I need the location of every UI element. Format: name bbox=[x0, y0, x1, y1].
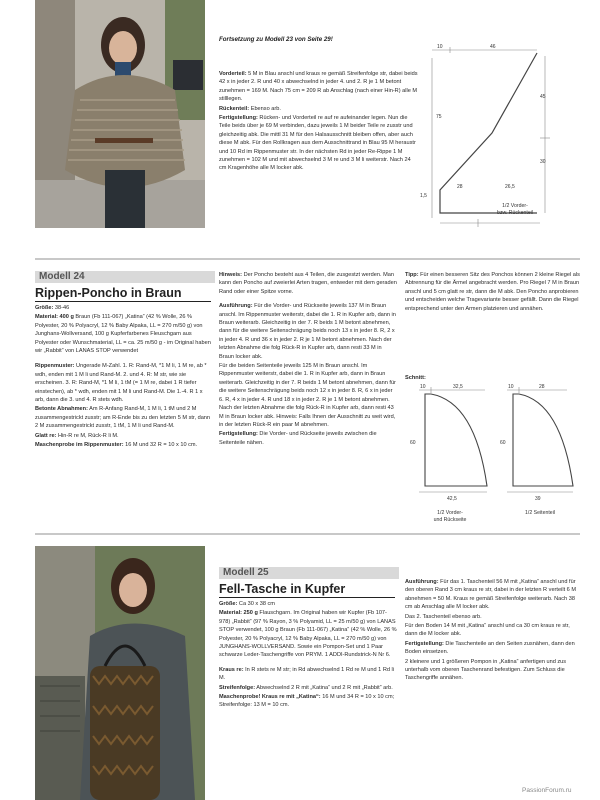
paragraph-label: Glatt re: bbox=[35, 432, 57, 439]
model-24-column-1 bbox=[35, 304, 211, 451]
paragraph-text: 16 M und 32 R = 10 x 10 cm. bbox=[123, 442, 198, 449]
paragraph-text: Für das 1. Taschenteil 56 M mit „Katina“ anschl und für den oberen Rand 3 cm kraus re str, dabei in der letzten R verteilt 6 M abnehmen = 50 M. Kraus re gemäß Streifenfolge weiterarb. Nach 38 cm ab Anschlag alle M locker abk. bbox=[405, 579, 577, 611]
schnitt-text: Schnitt: bbox=[405, 375, 426, 381]
dim-top-left: 10 bbox=[437, 44, 443, 50]
paragraph-label: Maschenprobe im Rippenmuster: bbox=[35, 442, 124, 449]
continuation-note: Fortsetzung zu Modell 23 von Seite 29! bbox=[219, 36, 333, 43]
dim-top-left: 10 bbox=[420, 384, 426, 390]
paragraph-label: Tipp: bbox=[405, 272, 419, 278]
paragraph bbox=[35, 304, 211, 312]
paragraph-text: Ebenso arb. bbox=[249, 105, 281, 112]
paragraph bbox=[405, 613, 583, 621]
paragraph bbox=[219, 114, 419, 173]
model-24-left-caption bbox=[415, 510, 485, 523]
dim-right-upper: 45 bbox=[540, 94, 546, 100]
model-25-column-2 bbox=[405, 578, 583, 684]
paragraph-label: Vorderteil: bbox=[219, 71, 247, 77]
caption-line: 1/2 Vorder- bbox=[437, 510, 463, 516]
model-24-side-panel-diagram bbox=[497, 382, 583, 507]
model-23-diagram-caption bbox=[475, 203, 555, 216]
paragraph-text: 16 M und 34 R = 10 x 10 cm; Streifenfolge: 13 M = 10 cm. bbox=[219, 694, 395, 709]
paragraph bbox=[219, 362, 397, 429]
pattern-outline bbox=[513, 394, 573, 486]
dim-height: 60 bbox=[500, 440, 506, 446]
caption-line: und Rückseite bbox=[433, 516, 467, 523]
paragraph-label: Rückenteil: bbox=[219, 105, 250, 112]
paragraph-label: Größe: bbox=[35, 305, 54, 311]
paragraph-label: Betonte Abnahmen: bbox=[35, 406, 88, 413]
paragraph-text: Das 2. Taschenteil ebenso arb. bbox=[405, 613, 482, 620]
model-25-photo bbox=[35, 546, 205, 800]
paragraph-text: Die Vorder- und Rückseite jeweils zwischen die Seitenteile nähen. bbox=[219, 431, 377, 446]
paragraph-label: Kraus re: bbox=[219, 666, 244, 673]
model-23-photo bbox=[35, 0, 205, 228]
dim-bottom-left: 28 bbox=[457, 184, 463, 190]
paragraph-text: 2 kleinere und 1 größeren Pompon in „Katina“ anfertigen und zus unterhalb vom oberen Taschenrand befestigen. Zum Schluss die Taschengriffe annähen. bbox=[405, 658, 567, 682]
paragraph-label: Streifenfolge: bbox=[219, 684, 256, 691]
paragraph-text: Flauschgarn. Im Original haben wir Kupfer (Fb 107-978) „Rabbit“ (97 % Rayon, 3 % Polyamid, LL = 25 m/50 g) von LANAS STOP verwendet, 100 g Braun (Fb 111-067) „Katina“ (42 % Wolle, 26 % Polyester, 20 % Polyacryl, 12 % Baby Alpaka, LL = 270 m/50 g) von JUNGHANS-WOLLVERSAND. Sowie ein Pompon-Set und 1 Paar schwarze Leder-Taschengriffe von PRYM. 1 ADDI-Rundstrick-N Nr 6. bbox=[219, 610, 397, 659]
paragraph-label: Material: 250 g bbox=[219, 610, 258, 617]
dim-top-right: 28 bbox=[539, 384, 545, 390]
pattern-outline bbox=[425, 394, 487, 486]
paragraph-text: 5 M in Blau anschl und kraus re gemäß Streifenfolge str, dabei beids 42 x in jeder 2. R und 40 x abwechselnd in jeder 4. und 2. R je 1 M betont zunehmen = 169 M. Nach 75 cm = 209 R ab Anschlag (nach einer Hin-R) alle M stilllegen. bbox=[219, 71, 418, 103]
paragraph-text: Ungerade M-Zahl. 1. R: Rand-M, *1 M li, 1 M re, ab * wdh, enden mit 1 M li und Rand-M. 2. und 4. R: M str, wie sie erscheinen. 3. R: Rand-M, *1 M li, 1 tM (= 1 M re, dabei 1 R tiefer einstechen), ab * wdh, enden mit 1 M li und Rand-M. Die 1.-4. R 1 x arb, dann die 3. und 4. R stets wdh. bbox=[35, 363, 207, 404]
model-24-header: Modell 24 bbox=[35, 271, 215, 283]
paragraph bbox=[219, 302, 397, 361]
paragraph bbox=[219, 271, 397, 296]
model-23-instructions bbox=[219, 70, 419, 174]
paragraph-text: Ca 30 x 38 cm bbox=[237, 601, 275, 607]
paragraph bbox=[405, 658, 583, 683]
paragraph-text: In R stets re M str; in Rd abwechselnd 1 Rd re M und 1 Rd li M. bbox=[219, 666, 395, 682]
paragraph-label: Ausführung: bbox=[405, 579, 439, 585]
paragraph bbox=[219, 430, 397, 447]
dim-top-left: 10 bbox=[508, 384, 514, 390]
dim-bottom: 39 bbox=[535, 496, 541, 502]
paragraph-label: Fertigstellung: bbox=[219, 431, 258, 438]
paragraph-text: Abwechselnd 2 R mit „Katina“ und 2 R mit „Rabbit“ arb. bbox=[255, 684, 393, 691]
paragraph-text: Der Poncho besteht aus 4 Teilen, die zusgestzt werden. Man kann den Poncho auf zweierlei Arten tragen, entweder mit dem geraden Rand oder einer Spitze vorne. bbox=[219, 272, 397, 295]
model-24-column-3 bbox=[405, 271, 583, 314]
paragraph bbox=[219, 70, 419, 104]
paragraph bbox=[35, 441, 211, 449]
caption-line: bzw. Rückenteil bbox=[496, 209, 534, 216]
caption-line: 1/2 Seitenteil bbox=[525, 510, 555, 516]
paragraph bbox=[35, 432, 211, 440]
paragraph bbox=[219, 693, 397, 710]
model-25-photo-illustration bbox=[35, 546, 205, 800]
paragraph bbox=[405, 640, 583, 657]
model-23-photo-illustration bbox=[35, 0, 205, 228]
section-divider bbox=[35, 258, 580, 260]
paragraph-text: Für die beiden Seitenteile jeweils 125 M in Braun anschl. Im Rippenmuster weiterstr, dabei die 1. R in Kupfer arb, dann in Braun weiterarb. Gleichzeitig in der 7. R beids 1 M betont abnehmen, dann für die weitere Seitenschrägung beids noch 12 x in jeder 8. R, 6 x in jeder 6. R, 4 x in jeder 4. R und 18 x in jeder 2. R je 1 M betont abnehmen. Nach der letzten Abnahme die folg Rück-R in Kupfer arb, dann resti 43 M in Braun locker abk. Hinweis: Falls Ihnen der Ausschnitt zu weit wird, in der letzten Rück-R ein paar M abnehmen. bbox=[219, 363, 396, 428]
model-24-front-back-diagram bbox=[405, 382, 497, 507]
model-25-header: Modell 25 bbox=[219, 567, 399, 579]
section-divider bbox=[35, 533, 580, 535]
paragraph bbox=[35, 362, 211, 404]
dim-height: 60 bbox=[410, 440, 416, 446]
caption-line: 1/2 Vorder- bbox=[502, 203, 528, 209]
paragraph bbox=[35, 313, 211, 355]
paragraph bbox=[219, 684, 397, 692]
paragraph-label: Rippenmuster: bbox=[35, 363, 75, 370]
paragraph bbox=[35, 405, 211, 430]
model-24-title: Rippen-Poncho in Braun bbox=[35, 286, 211, 302]
paragraph bbox=[405, 622, 583, 639]
paragraph-label: Größe: bbox=[219, 601, 238, 607]
paragraph-label: Hinweis: bbox=[219, 272, 243, 278]
paragraph-text: Für einen besseren Sitz des Ponchos können 2 kleine Riegel als Abtrennung für die Ärmel angebracht werden. Pro Riegel 7 M in Braun anschl und 5 cm glatt re str, dann die M abk. Den Poncho anprobieren und entscheiden welche Tragevariante besser gefällt. Dann die Riegel entsprechend unter den Armen platzieren und annähen. bbox=[405, 272, 580, 312]
paragraph-label: Fertigstellung: bbox=[219, 115, 258, 122]
paragraph bbox=[405, 271, 583, 313]
paragraph-text: Braun (Fb 111-067) „Katina“ (42 % Wolle, 26 % Polyester, 20 % Polyacryl, 12 % Baby Alpaka, LL = 270 m/50 g) von Junghans-Wollversand, 100 g Kupferfarbenes Fleuschgarn aus Polyester oder Wunschmaterial, LL = ca. 25 m/50 g - im Original haben wir „Rabbit“ von LANAS STOP verwendet bbox=[35, 314, 211, 355]
paragraph-text: Rücken- und Vorderteil re auf re aufeinander legen. Nun die Teile beids über je 69 M verbinden, dazu jeweils 1 M beider Teile re zusstr und gleichzeitig abk. Die mittl 31 M für den Halsausschnitt bleiben offen, aber auch diese M abk. Für den Rollkragen aus dem Ausschnittrand in Blau 95 M heraustr und 10 Rd im Rippenmuster str. In der nächsten Rd in jeder Re-Rippe 1 M zunehmen = 102 M und mit abwechselnd 3 M re und 3 M li weiterstr. Nach 24 cm Kragenhöhe alle M locker abk. bbox=[219, 115, 416, 172]
model-25-column-1 bbox=[219, 600, 397, 711]
dim-left-height: 75 bbox=[436, 114, 442, 120]
paragraph bbox=[219, 105, 419, 113]
model-24-column-2 bbox=[219, 271, 397, 448]
paragraph-label: Material: 400 g bbox=[35, 314, 74, 321]
paragraph-text: Für die Vorder- und Rückseite jeweils 137 M in Braun anschl. Im Rippenmuster weiterstr, dabei die 1. R in Kupfer arb, dann in Braun weiterarb. Gleichzeitig in der 7. R beids 1 M betont abnehmen, dann für die weitere Seitenschrägung beids noch 13 x in jeder 8. R, 2 x in jeder 4. R und 36 x in jeder 2. R je 1 M betont abnehmen. Nach der letzten Abnahme die folg Rück-R in Kupfer arb, dann resti 33 M in Braun locker abk. bbox=[219, 303, 396, 360]
paragraph-text: Am R-Anfang Rand-M, 1 M li, 1 tM und 2 M zusammengestrickt zusstr; am R-Ende bis zu den letzten 5 M str, dann 2 M zusammengestrickt zusstr, 1 tM, 1 M li und Rand-M. bbox=[35, 406, 211, 430]
dim-bottom-right: 26,5 bbox=[505, 184, 515, 190]
paragraph bbox=[219, 609, 397, 659]
dim-top-right: 32,5 bbox=[453, 384, 463, 390]
model-24-right-caption bbox=[505, 510, 575, 517]
paragraph-label: Ausführung: bbox=[219, 303, 253, 310]
paragraph-label: Maschenprobe! Kraus re mit „Katina“: bbox=[219, 694, 321, 701]
paragraph-text: Die Taschenteile an den Seiten zusnähen, dann den Boden einsetzen. bbox=[405, 640, 575, 656]
dim-corner: 1,5 bbox=[420, 193, 427, 199]
paragraph bbox=[219, 666, 397, 683]
paragraph bbox=[219, 600, 397, 608]
paragraph-text: 38-46 bbox=[53, 305, 70, 311]
watermark-footer: PassionForum.ru bbox=[522, 787, 572, 794]
paragraph-text: Hin-R re M, Rück-R li M. bbox=[56, 432, 119, 439]
paragraph-text: Für den Boden 14 M mit „Katina“ anschl und ca 30 cm kraus re str, dann die M locker abk. bbox=[405, 623, 570, 638]
dim-right-lower: 30 bbox=[540, 159, 546, 165]
paragraph-label: Fertigstellung: bbox=[405, 640, 444, 647]
pattern-outline bbox=[440, 53, 537, 213]
model-25-title: Fell-Tasche in Kupfer bbox=[219, 582, 395, 598]
paragraph bbox=[405, 578, 583, 612]
dim-bottom: 42,5 bbox=[447, 496, 457, 502]
dim-top-right: 46 bbox=[490, 44, 496, 50]
